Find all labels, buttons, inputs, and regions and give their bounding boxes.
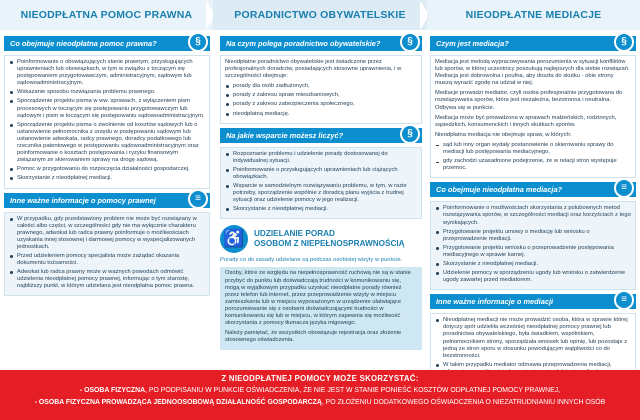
list-item: W takim przypadku mediator odmawia przeprowadzenia mediacji, (435, 362, 631, 383)
section-bar (4, 36, 210, 51)
section-title: Inne ważne informacje o mediacji (436, 297, 554, 307)
list-item: Nieodpłatnej mediacji nie może prowadzić osoba, która w sprawie której dotyczy spór udzieliła wcześniej nieodpłatnej pomocy prawnej lub poradnictwa obywatelskiego, była świadkiem, wspólnikiem, pełnomocnikiem strony, sporządzała wniosek lub opinię, lub pozostaje z jedną ze stron sporu w stosunku powodującym wątpliwości co do bezstronności. (435, 317, 631, 360)
section-box (4, 212, 210, 297)
section-bar (430, 294, 636, 309)
list-item: Skorzystanie z nieodpłatnej mediacji. (225, 206, 417, 213)
list-item: Wskazanie sposobu rozwiązania problemu prawnego. (9, 89, 205, 96)
header-band (0, 0, 640, 30)
section-paragraph: Mediacje prowadzi mediator, czyli osoba profesjonalnie przygotowana do rozwiązywania sporów, która jest niezależna, bezstronna i neutralna. Odbywa się w punkcie. (435, 90, 623, 111)
section-title: Inne ważne informacje o pomocy prawnej (10, 195, 156, 205)
header-title-2: PORADNICTWO OBYWATELSKIE (234, 9, 406, 21)
disability-note: Porady co do zasady udzielane są podczas osobistej wizyty w punkcie. (220, 257, 403, 264)
list-item: Rozpoznanie problemu i udzielenie porady dostosowanej do indywidualnej sytuacji. (225, 151, 417, 165)
list-item: Poinformowanie o przysługujących uprawnieniach lub ciążących obowiązkach. (225, 167, 417, 181)
section-title: Co obejmuje nieodpłatna pomoc prawna? (10, 39, 157, 48)
bullet-list (9, 216, 205, 291)
footer-banner (0, 370, 640, 420)
section-intro: Nieodpłatne poradnictwo obywatelskie jest świadczone przez profesjonalnych doradców, posiadających stosowne uprawnienia, i w szczególności obejmuje: (225, 59, 402, 80)
column-poradnictwo (220, 32, 422, 368)
header-pomoc-prawna (0, 0, 213, 30)
disability-header (220, 222, 422, 256)
bullet-list (435, 205, 631, 284)
section-box (430, 201, 636, 290)
list-icon: ≡ (614, 178, 634, 198)
list-icon: ≡ (188, 189, 208, 209)
list-item: W przypadku, gdy przedstawiony problem nie może być rozwiązany w całości albo części, w szczególności gdy nie ma wyłącznie charakteru prawnego, adwokat lub radca prawny poinformuje o możliwościach uzyskania innej stosownej i darmowej pomocy w wyspecjalizowanych jednostkach. (9, 216, 205, 251)
section-box (430, 55, 636, 178)
list-item: Skorzystanie z nieodpłatnej mediacji. (435, 261, 631, 268)
list-icon: ≡ (614, 290, 634, 310)
section-title: Na czym polega poradnictwo obywatelskie? (226, 39, 381, 48)
list-item: Udzielenie pomocy w sporządzeniu ugody lub wniosku o zatwierdzenie ugody zawartej przed mediatorem. (435, 270, 631, 284)
section-bar (430, 182, 636, 197)
section-box (220, 147, 422, 220)
bullet-list (225, 151, 417, 214)
paragraph-icon: § (188, 32, 208, 52)
disability-box (220, 267, 422, 350)
paragraph-icon: § (400, 124, 420, 144)
list-item: Przygotowanie projektu umowy o mediację lub wniosku o przeprowadzenie mediacji. (435, 229, 631, 243)
section-bar (4, 193, 210, 208)
section-bar (220, 36, 422, 51)
section-bar (220, 128, 422, 143)
disability-title (254, 229, 405, 249)
list-item: Sporządzenie projektu pisma o zwolnienie od kosztów sądowych lub o ustanowienie pełnomocnika z urzędu w postępowaniu sądowym lub ustanowienie adwokata, radcy prawnego, doradcy podatkowego lub rzecznika patentowego w postępowaniu sądowoadministracyjnym oraz poinformowanie o kosztach postępowania i ryzyku finansowym związanym ze skierowaniem sprawy na drogę sądową. (9, 122, 205, 165)
paragraph-icon: § (614, 32, 634, 52)
bullet-list (225, 83, 417, 117)
section-bar (430, 36, 636, 51)
header-title-3: NIEODPŁATNE MEDIACJE (465, 9, 602, 21)
column-mediacje (430, 32, 636, 368)
section-box (220, 55, 422, 124)
list-item: Pomoc w przygotowaniu do rozpoczęcia działalności gospodarczej. (9, 166, 205, 173)
list-item: porady dla osób zadłużonych, (225, 83, 417, 90)
footer-line-2-bold: - OSOBA FIZYCZNA PROWADZĄCA JEDNOOSOBOWĄ DZIAŁALNOŚĆ GOSPODARCZĄ (34, 399, 322, 406)
list-item: porady z zakresu spraw mieszkaniowych, (225, 92, 417, 99)
disability-paragraph: Osoby, które ze względu na niepełnosprawność ruchową nie są w stanie przybyć do punktu lub doświadczają trudności w komunikowaniu się, mogą w wyjątkowym przypadku uzyskać nieodpłatne porady również przez telefon lub internet, przez przeprowadzenie wizyty w miejscu zamieszkania lub w miejscu wyposażonym w urządzenie ułatwiające porozumiewanie się z osobami doświadczającymi trudności w komunikowaniu się lub w miejscu, w którym zapewnia się możliwość skorzystania z pomocy tłumacza języka migowego. (225, 270, 411, 327)
disability-paragraph: Należy pamiętać, że wszystkich obowiązuje rejestracja oraz złożenie stosownego oświadczenia. (225, 330, 402, 344)
section-title: Na jakie wsparcie możesz liczyć? (226, 130, 344, 140)
list-item: Przed udzieleniem pomocy specjalista może zażądać okazania dokumentu tożsamości. (9, 253, 205, 267)
footer-line-1-bold: - OSOBA FIZYCZNA (79, 387, 146, 394)
section-paragraph: Mediacja może być prowadzona w sprawach małżeńskich, rodzinnych, sąsiedzkich, konsumenckich i innych skutkach sporów. (435, 114, 617, 128)
list-item: Przygotowanie projektu wniosku o przeprowadzenie postępowania mediacyjnego w sprawie karnej. (435, 245, 631, 259)
list-item: Skorzystanie z nieodpłatnej mediacji. (9, 175, 205, 182)
bullet-list (435, 142, 631, 172)
section-paragraph: Mediacja jest metodą wypracowywania porozumienia w sytuacji konfliktów lub sporów, w której uczestnicy poszukują najlepszych dla siebie rozwiązań. Mediacja jest dobrowolna i poufna, aby doszła do skutku - obie strony muszą wyrazić zgodę na udział w niej. (435, 59, 630, 87)
disability-title-line1: UDZIELANIE PORAD (254, 229, 335, 239)
list-item: sąd lub inny organ wydały postanowienie o skierowaniu sprawy do mediacji lub postępowania mediacyjnego, (435, 142, 631, 156)
section-paragraph: Nieodpłatna mediacja nie obejmuje spraw, w których: (435, 131, 572, 138)
list-item: Wsparcie w samodzielnym rozwiązywaniu problemu, w tym, w razie potrzeby, sporządzenie wspólnie z doradcą planu wyjścia z trudnej sytuacji oraz udzielenie pomocy w jego realizacji. (225, 183, 417, 204)
footer-title: Z NIEODPŁATNEJ POMOCY MOŻE SKORZYSTAĆ: (221, 374, 419, 383)
section-title: Czym jest mediacja? (436, 39, 509, 48)
disability-title-line2: OSOBOM Z NIEPEŁNOSPRAWNOŚCIĄ (254, 239, 405, 249)
section-box (4, 55, 210, 189)
footer-line-1-rest: , PO PODPISANIU W PUNKCIE OŚWIADCZENIA, ŻE NIE JEST W STANIE PONIEŚĆ KOSZTÓW ODPŁATNEJ POMOCY PRAWNEJ, (145, 387, 561, 394)
section-title: Co obejmuje nieodpłatna mediacja? (436, 185, 563, 195)
footer-line-1 (0, 386, 640, 395)
header-mediacje (427, 0, 640, 30)
header-title-1: NIEODPŁATNA POMOC PRAWNA (20, 9, 193, 21)
paragraph-icon: § (400, 32, 420, 52)
header-poradnictwo (213, 0, 427, 30)
list-item: Sporządzenie projektu pisma w ww. sprawach, z wyłączeniem pism procesowych w toczącym się postępowaniu przygotowawczym lub sądowym i pism w toczącym się postępowaniu sądowoadministracyjnym. (9, 98, 205, 119)
wheelchair-icon: ♿ (220, 225, 248, 253)
list-item: nieodpłatną mediację. (225, 111, 417, 118)
list-item: Poinformowanie o możliwościach skorzystania z polubownych metod rozwiązywania sporów, w szczególności mediacji oraz korzyściach z tego wynikających. (435, 205, 631, 226)
column-pomoc-prawna (4, 32, 210, 368)
footer-line-2-rest: , PO ZŁOŻENIU DODATKOWEGO OŚWIADCZENIA O NIEZATRUDNIANIU INNYCH OSÓB (321, 399, 606, 406)
list-item: Adwokat lub radca prawny może w ważnych powodach odmówić udzielenia nieodpłatnej pomocy prawnej, informując o tym starostę, najbliższy punkt, w którym udzielana jest nieodpłatna pomoc prawna. (9, 269, 205, 290)
list-item: porady z zakresu zabezpieczenia społecznego, (225, 101, 417, 108)
list-item: gdy zachodzi uzasadnione podejrzenie, że w relacji stron występuje przemoc. (435, 158, 631, 172)
footer-line-2 (0, 398, 640, 407)
list-item: Poinformowanie o obowiązujących stanie prawnym, przysługujących uprawnieniach lub obowiązkach, w tym w związku z toczącym się postępowaniem przygotowawczym, administracyjnym, sądowym lub sądowoadministracyjnym. (9, 59, 205, 87)
bullet-list (9, 59, 205, 183)
